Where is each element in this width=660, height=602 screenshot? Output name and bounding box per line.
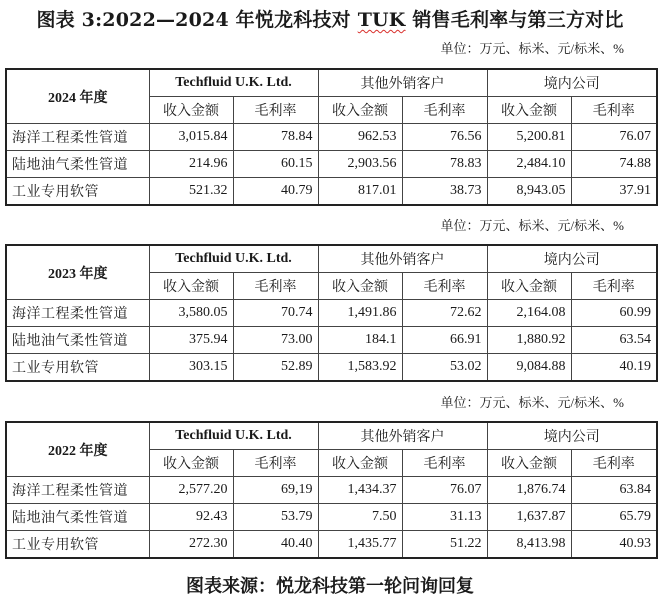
cell-value: 76.07 bbox=[571, 124, 657, 151]
title-prefix: 图表 3:2022—2024 年悦龙科技对 bbox=[36, 9, 358, 31]
group-techfluid: Techfluid U.K. Ltd. bbox=[149, 422, 318, 450]
group-header-row bbox=[6, 245, 657, 273]
sub-header-margin: 毛利率 bbox=[233, 273, 318, 300]
cell-value: 1,876.74 bbox=[487, 477, 571, 504]
cell-value: 65.79 bbox=[571, 504, 657, 531]
cell-value: 66.91 bbox=[402, 327, 487, 354]
sub-header-revenue: 收入金额 bbox=[149, 273, 233, 300]
year-label: 2022 年度 bbox=[6, 422, 149, 477]
row-category: 工业专用软管 bbox=[6, 354, 149, 382]
cell-value: 51.22 bbox=[402, 531, 487, 559]
unit-label-2023: 单位：万元、标米、元/标米、% bbox=[440, 218, 624, 233]
row-category: 海洋工程柔性管道 bbox=[6, 477, 149, 504]
year-label: 2023 年度 bbox=[6, 245, 149, 300]
sub-header-margin: 毛利率 bbox=[402, 450, 487, 477]
cell-value: 303.15 bbox=[149, 354, 233, 382]
sub-header-revenue: 收入金额 bbox=[318, 273, 402, 300]
cell-value: 3,580.05 bbox=[149, 300, 233, 327]
sub-header-revenue: 收入金额 bbox=[487, 450, 571, 477]
cell-value: 5,200.81 bbox=[487, 124, 571, 151]
sub-header-margin: 毛利率 bbox=[571, 273, 657, 300]
cell-value: 1,491.86 bbox=[318, 300, 402, 327]
table-2024 bbox=[5, 68, 658, 206]
cell-value: 375.94 bbox=[149, 327, 233, 354]
row-category: 工业专用软管 bbox=[6, 178, 149, 206]
cell-value: 817.01 bbox=[318, 178, 402, 206]
table-row bbox=[6, 300, 657, 327]
sub-header-revenue: 收入金额 bbox=[149, 450, 233, 477]
year-label: 2024 年度 bbox=[6, 69, 149, 124]
sub-header-margin: 毛利率 bbox=[571, 450, 657, 477]
sub-header-revenue: 收入金额 bbox=[487, 97, 571, 124]
cell-value: 63.84 bbox=[571, 477, 657, 504]
row-category: 海洋工程柔性管道 bbox=[6, 300, 149, 327]
cell-value: 40.93 bbox=[571, 531, 657, 559]
group-domestic: 境内公司 bbox=[487, 69, 657, 97]
group-domestic: 境内公司 bbox=[487, 422, 657, 450]
cell-value: 272.30 bbox=[149, 531, 233, 559]
group-domestic: 境内公司 bbox=[487, 245, 657, 273]
table-row bbox=[6, 178, 657, 206]
figure-source: 图表来源：悦龙科技第一轮问询回复 bbox=[186, 576, 474, 597]
cell-value: 8,943.05 bbox=[487, 178, 571, 206]
sub-header-revenue: 收入金额 bbox=[318, 97, 402, 124]
cell-value: 74.88 bbox=[571, 151, 657, 178]
cell-value: 3,015.84 bbox=[149, 124, 233, 151]
group-header-row bbox=[6, 422, 657, 450]
cell-value: 1,435.77 bbox=[318, 531, 402, 559]
cell-value: 9,084.88 bbox=[487, 354, 571, 382]
cell-value: 31.13 bbox=[402, 504, 487, 531]
cell-value: 962.53 bbox=[318, 124, 402, 151]
unit-label-2022: 单位：万元、标米、元/标米、% bbox=[440, 395, 624, 410]
sub-header-margin: 毛利率 bbox=[402, 273, 487, 300]
table-row bbox=[6, 354, 657, 382]
cell-value: 2,903.56 bbox=[318, 151, 402, 178]
sub-header-revenue: 收入金额 bbox=[318, 450, 402, 477]
cell-value: 53.02 bbox=[402, 354, 487, 382]
group-other-export: 其他外销客户 bbox=[318, 422, 487, 450]
cell-value: 69,19 bbox=[233, 477, 318, 504]
cell-value: 72.62 bbox=[402, 300, 487, 327]
unit-label-2024: 单位：万元、标米、元/标米、% bbox=[440, 41, 624, 56]
cell-value: 2,164.08 bbox=[487, 300, 571, 327]
spellcheck-flagged-word: TUK bbox=[357, 9, 406, 31]
cell-value: 60.15 bbox=[233, 151, 318, 178]
table-row bbox=[6, 477, 657, 504]
group-header-row bbox=[6, 69, 657, 97]
cell-value: 53.79 bbox=[233, 504, 318, 531]
cell-value: 40.79 bbox=[233, 178, 318, 206]
cell-value: 2,577.20 bbox=[149, 477, 233, 504]
cell-value: 60.99 bbox=[571, 300, 657, 327]
row-category: 陆地油气柔性管道 bbox=[6, 504, 149, 531]
sub-header-margin: 毛利率 bbox=[402, 97, 487, 124]
cell-value: 214.96 bbox=[149, 151, 233, 178]
table-2023 bbox=[5, 244, 658, 382]
cell-value: 78.83 bbox=[402, 151, 487, 178]
cell-value: 73.00 bbox=[233, 327, 318, 354]
cell-value: 184.1 bbox=[318, 327, 402, 354]
group-techfluid: Techfluid U.K. Ltd. bbox=[149, 69, 318, 97]
sub-header-revenue: 收入金额 bbox=[487, 273, 571, 300]
cell-value: 38.73 bbox=[402, 178, 487, 206]
cell-value: 521.32 bbox=[149, 178, 233, 206]
cell-value: 8,413.98 bbox=[487, 531, 571, 559]
row-category: 海洋工程柔性管道 bbox=[6, 124, 149, 151]
table-row bbox=[6, 504, 657, 531]
group-other-export: 其他外销客户 bbox=[318, 69, 487, 97]
cell-value: 70.74 bbox=[233, 300, 318, 327]
cell-value: 1,583.92 bbox=[318, 354, 402, 382]
cell-value: 37.91 bbox=[571, 178, 657, 206]
cell-value: 78.84 bbox=[233, 124, 318, 151]
row-category: 陆地油气柔性管道 bbox=[6, 327, 149, 354]
title-suffix: 销售毛利率与第三方对比 bbox=[405, 9, 624, 31]
cell-value: 76.56 bbox=[402, 124, 487, 151]
table-row bbox=[6, 327, 657, 354]
table-row bbox=[6, 531, 657, 559]
figure-title bbox=[0, 5, 660, 32]
row-category: 工业专用软管 bbox=[6, 531, 149, 559]
cell-value: 63.54 bbox=[571, 327, 657, 354]
group-techfluid: Techfluid U.K. Ltd. bbox=[149, 245, 318, 273]
cell-value: 40.40 bbox=[233, 531, 318, 559]
row-category: 陆地油气柔性管道 bbox=[6, 151, 149, 178]
sub-header-margin: 毛利率 bbox=[233, 97, 318, 124]
table-row bbox=[6, 124, 657, 151]
cell-value: 7.50 bbox=[318, 504, 402, 531]
table-row bbox=[6, 151, 657, 178]
cell-value: 1,434.37 bbox=[318, 477, 402, 504]
cell-value: 40.19 bbox=[571, 354, 657, 382]
sub-header-margin: 毛利率 bbox=[571, 97, 657, 124]
cell-value: 1,637.87 bbox=[487, 504, 571, 531]
cell-value: 76.07 bbox=[402, 477, 487, 504]
cell-value: 52.89 bbox=[233, 354, 318, 382]
table-2022 bbox=[5, 421, 658, 559]
cell-value: 2,484.10 bbox=[487, 151, 571, 178]
sub-header-revenue: 收入金额 bbox=[149, 97, 233, 124]
sub-header-margin: 毛利率 bbox=[233, 450, 318, 477]
cell-value: 92.43 bbox=[149, 504, 233, 531]
group-other-export: 其他外销客户 bbox=[318, 245, 487, 273]
cell-value: 1,880.92 bbox=[487, 327, 571, 354]
